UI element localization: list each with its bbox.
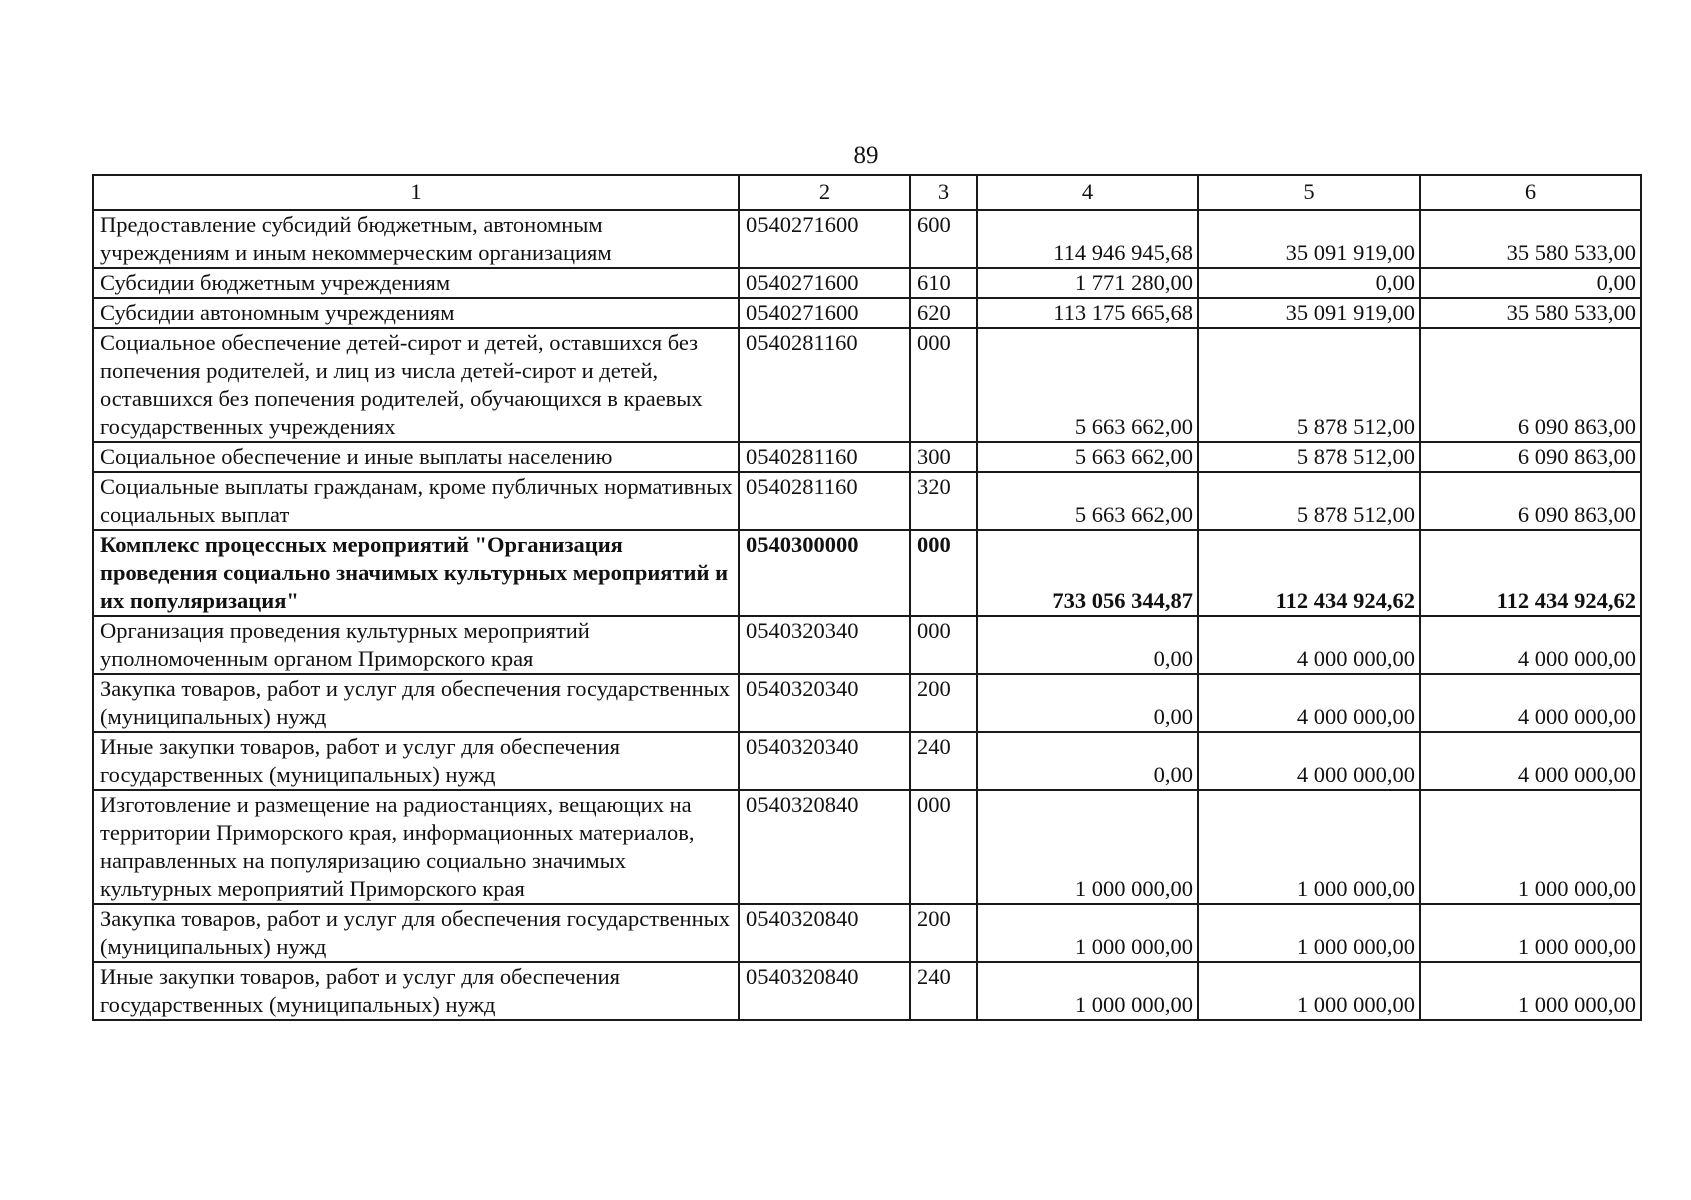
amount-column-4: [977, 442, 1198, 472]
amount-column-6: [1420, 328, 1641, 442]
target-item-code: 0540281160: [739, 472, 910, 530]
table-row: [93, 472, 1641, 530]
amount-column-4: [977, 530, 1198, 616]
table-row: [93, 904, 1641, 962]
amount-column-6: [1420, 674, 1641, 732]
amount-column-4-value: 5 663 662,00: [1074, 502, 1193, 527]
amount-column-5: [1198, 616, 1420, 674]
column-number-header-row: [93, 175, 1641, 210]
amount-column-5: [1198, 530, 1420, 616]
amount-column-6-value: 0,00: [1596, 270, 1636, 295]
amount-column-4: [977, 674, 1198, 732]
item-description: Закупка товаров, работ и услуг для обеспечения государственных (муниципальных) нужд: [93, 674, 739, 732]
expense-type-code: 300: [910, 442, 977, 472]
item-description: Субсидии автономным учреждениям: [93, 298, 739, 328]
amount-column-4-value: 0,00: [1153, 704, 1193, 729]
target-item-code: 0540320340: [739, 674, 910, 732]
amount-column-5-value: 35 091 919,00: [1285, 240, 1415, 265]
expense-type-code: 620: [910, 298, 977, 328]
column-number-4: 4: [977, 175, 1198, 210]
table-row: [93, 674, 1641, 732]
item-description: Субсидии бюджетным учреждениям: [93, 268, 739, 298]
table-row: [93, 790, 1641, 904]
amount-column-6-value: 1 000 000,00: [1517, 992, 1636, 1017]
amount-column-6: [1420, 904, 1641, 962]
column-number-6: 6: [1420, 175, 1641, 210]
expense-type-code: 600: [910, 210, 977, 268]
expense-type-code: 000: [910, 790, 977, 904]
amount-column-5: [1198, 328, 1420, 442]
amount-column-5: [1198, 298, 1420, 328]
amount-column-4-value: 1 000 000,00: [1074, 876, 1193, 901]
table-row: [93, 298, 1641, 328]
amount-column-6: [1420, 298, 1641, 328]
amount-column-4-value: 1 000 000,00: [1074, 992, 1193, 1017]
item-description: Социальные выплаты гражданам, кроме публичных нормативных социальных выплат: [93, 472, 739, 530]
item-description: Закупка товаров, работ и услуг для обеспечения государственных (муниципальных) нужд: [93, 904, 739, 962]
amount-column-6: [1420, 616, 1641, 674]
amount-column-6: [1420, 472, 1641, 530]
amount-column-5-value: 1 000 000,00: [1296, 992, 1415, 1017]
amount-column-5-value: 5 878 512,00: [1296, 502, 1415, 527]
amount-column-5: [1198, 790, 1420, 904]
amount-column-6-value: 112 434 924,62: [1496, 588, 1636, 613]
amount-column-5: [1198, 962, 1420, 1020]
page-number: 89: [853, 142, 879, 169]
amount-column-6: [1420, 790, 1641, 904]
amount-column-5-value: 5 878 512,00: [1296, 444, 1415, 469]
target-item-code: 0540281160: [739, 328, 910, 442]
amount-column-6-value: 35 580 533,00: [1506, 300, 1636, 325]
amount-column-4: [977, 472, 1198, 530]
amount-column-4-value: 5 663 662,00: [1074, 444, 1193, 469]
table-row: [93, 530, 1641, 616]
amount-column-4: [977, 328, 1198, 442]
table-row: [93, 962, 1641, 1020]
expense-type-code: 200: [910, 904, 977, 962]
amount-column-5: [1198, 732, 1420, 790]
item-description: Организация проведения культурных мероприятий уполномоченным органом Приморского края: [93, 616, 739, 674]
amount-column-4: [977, 268, 1198, 298]
expense-type-code: 240: [910, 732, 977, 790]
amount-column-5: [1198, 210, 1420, 268]
item-description: Иные закупки товаров, работ и услуг для обеспечения государственных (муниципальных) нужд: [93, 962, 739, 1020]
amount-column-4: [977, 732, 1198, 790]
amount-column-6: [1420, 732, 1641, 790]
target-item-code: 0540271600: [739, 210, 910, 268]
amount-column-6-value: 1 000 000,00: [1517, 876, 1636, 901]
item-description: Иные закупки товаров, работ и услуг для обеспечения государственных (муниципальных) нужд: [93, 732, 739, 790]
column-number-3: 3: [910, 175, 977, 210]
expense-type-code: 000: [910, 530, 977, 616]
table-row: [93, 210, 1641, 268]
expense-type-code: 000: [910, 328, 977, 442]
amount-column-6-value: 4 000 000,00: [1517, 704, 1636, 729]
amount-column-5-value: 0,00: [1375, 270, 1415, 295]
amount-column-4: [977, 298, 1198, 328]
amount-column-4-value: 0,00: [1153, 762, 1193, 787]
table-row: [93, 328, 1641, 442]
amount-column-4: [977, 962, 1198, 1020]
amount-column-6-value: 1 000 000,00: [1517, 934, 1636, 959]
amount-column-6-value: 4 000 000,00: [1517, 646, 1636, 671]
expense-type-code: 240: [910, 962, 977, 1020]
target-item-code: 0540320840: [739, 962, 910, 1020]
table-body: [93, 175, 1641, 1020]
amount-column-6-value: 6 090 863,00: [1517, 502, 1636, 527]
table-row: [93, 732, 1641, 790]
item-description: Социальное обеспечение и иные выплаты населению: [93, 442, 739, 472]
target-item-code: 0540320340: [739, 732, 910, 790]
amount-column-6-value: 4 000 000,00: [1517, 762, 1636, 787]
amount-column-5: [1198, 268, 1420, 298]
column-number-5: 5: [1198, 175, 1420, 210]
expense-type-code: 320: [910, 472, 977, 530]
amount-column-4-value: 733 056 344,87: [1052, 588, 1193, 613]
amount-column-4: [977, 616, 1198, 674]
amount-column-5-value: 4 000 000,00: [1296, 646, 1415, 671]
item-description: Социальное обеспечение детей-сирот и детей, оставшихся без попечения родителей, и лиц из числа детей-сирот и детей, оставшихся без попечения родителей, обучающихся в краевых государственных учреждениях: [93, 328, 739, 442]
amount-column-6: [1420, 210, 1641, 268]
target-item-code: 0540281160: [739, 442, 910, 472]
amount-column-4-value: 5 663 662,00: [1074, 414, 1193, 439]
target-item-code: 0540320840: [739, 790, 910, 904]
amount-column-6: [1420, 530, 1641, 616]
amount-column-5-value: 112 434 924,62: [1275, 588, 1415, 613]
target-item-code: 0540320340: [739, 616, 910, 674]
amount-column-4-value: 113 175 665,68: [1053, 300, 1193, 325]
amount-column-5-value: 1 000 000,00: [1296, 876, 1415, 901]
amount-column-5-value: 4 000 000,00: [1296, 704, 1415, 729]
amount-column-6: [1420, 442, 1641, 472]
amount-column-6: [1420, 268, 1641, 298]
amount-column-4: [977, 210, 1198, 268]
target-item-code: 0540271600: [739, 298, 910, 328]
amount-column-5: [1198, 674, 1420, 732]
expense-type-code: 610: [910, 268, 977, 298]
item-description: Предоставление субсидий бюджетным, автономным учреждениям и иным некоммерческим организациям: [93, 210, 739, 268]
column-number-1: 1: [93, 175, 739, 210]
table-row: [93, 442, 1641, 472]
expense-type-code: 200: [910, 674, 977, 732]
table-row: [93, 268, 1641, 298]
amount-column-4-value: 1 771 280,00: [1074, 270, 1193, 295]
amount-column-5: [1198, 472, 1420, 530]
amount-column-5-value: 35 091 919,00: [1285, 300, 1415, 325]
target-item-code: 0540271600: [739, 268, 910, 298]
item-description: Изготовление и размещение на радиостанциях, вещающих на территории Приморского края, информационных материалов, направленных на популяризацию социально значимых культурных мероприятий Приморского края: [93, 790, 739, 904]
target-item-code: 0540300000: [739, 530, 910, 616]
column-number-2: 2: [739, 175, 910, 210]
amount-column-5-value: 1 000 000,00: [1296, 934, 1415, 959]
amount-column-4: [977, 790, 1198, 904]
amount-column-6-value: 6 090 863,00: [1517, 444, 1636, 469]
amount-column-5: [1198, 904, 1420, 962]
expense-type-code: 000: [910, 616, 977, 674]
budget-table: [92, 174, 1642, 1021]
amount-column-6: [1420, 962, 1641, 1020]
target-item-code: 0540320840: [739, 904, 910, 962]
amount-column-4: [977, 904, 1198, 962]
amount-column-6-value: 6 090 863,00: [1517, 414, 1636, 439]
amount-column-5: [1198, 442, 1420, 472]
amount-column-4-value: 114 946 945,68: [1053, 240, 1193, 265]
amount-column-6-value: 35 580 533,00: [1506, 240, 1636, 265]
amount-column-4-value: 1 000 000,00: [1074, 934, 1193, 959]
amount-column-5-value: 4 000 000,00: [1296, 762, 1415, 787]
amount-column-5-value: 5 878 512,00: [1296, 414, 1415, 439]
table-row: [93, 616, 1641, 674]
amount-column-4-value: 0,00: [1153, 646, 1193, 671]
item-description: Комплекс процессных мероприятий "Организация проведения социально значимых культурных мероприятий и их популяризация": [93, 530, 739, 616]
